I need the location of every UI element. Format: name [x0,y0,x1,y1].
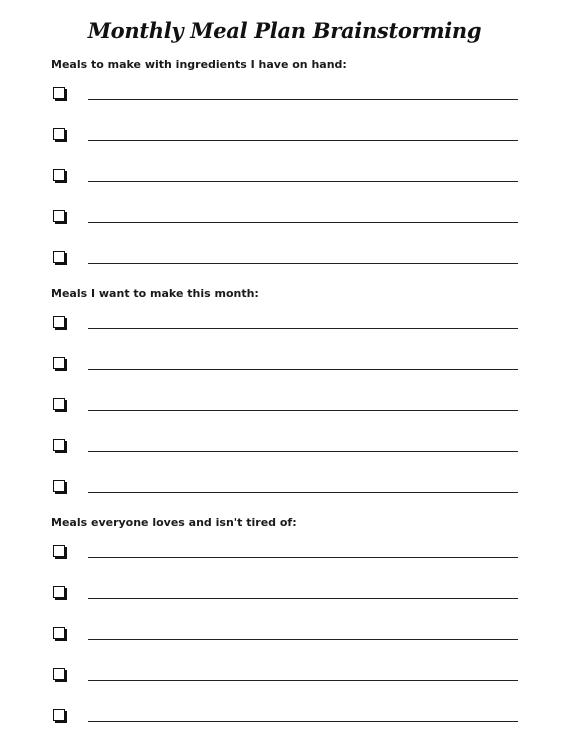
section-heading-everyone-loves: Meals everyone loves and isn't tired of: [51,516,297,529]
write-in-line[interactable] [88,721,518,722]
list-item [53,398,518,414]
list-item [53,357,518,373]
list-item [53,439,518,455]
checkbox-icon[interactable] [53,169,65,181]
list-item [53,480,518,496]
list-item [53,709,518,725]
checkbox-icon[interactable] [53,87,65,99]
checkbox-icon[interactable] [53,586,65,598]
checkbox-icon[interactable] [53,316,65,328]
checkbox-icon[interactable] [53,439,65,451]
write-in-line[interactable] [88,140,518,141]
write-in-line[interactable] [88,598,518,599]
checkbox-icon[interactable] [53,627,65,639]
write-in-line[interactable] [88,263,518,264]
write-in-line[interactable] [88,222,518,223]
list-item [53,87,518,103]
list-item [53,169,518,185]
write-in-line[interactable] [88,451,518,452]
write-in-line[interactable] [88,181,518,182]
list-item [53,251,518,267]
checkbox-icon[interactable] [53,398,65,410]
write-in-line[interactable] [88,410,518,411]
checkbox-icon[interactable] [53,545,65,557]
checkbox-icon[interactable] [53,128,65,140]
list-item [53,210,518,226]
write-in-line[interactable] [88,557,518,558]
write-in-line[interactable] [88,680,518,681]
checkbox-icon[interactable] [53,357,65,369]
checkbox-icon[interactable] [53,210,65,222]
checkbox-icon[interactable] [53,709,65,721]
write-in-line[interactable] [88,639,518,640]
list-item [53,627,518,643]
list-item [53,316,518,332]
write-in-line[interactable] [88,369,518,370]
section-heading-this-month: Meals I want to make this month: [51,287,259,300]
list-item [53,545,518,561]
section-heading-on-hand: Meals to make with ingredients I have on hand: [51,58,347,71]
list-item [53,586,518,602]
write-in-line[interactable] [88,99,518,100]
checkbox-icon[interactable] [53,480,65,492]
checkbox-icon[interactable] [53,251,65,263]
write-in-line[interactable] [88,492,518,493]
list-item [53,128,518,144]
list-item [53,668,518,684]
write-in-line[interactable] [88,328,518,329]
page-title: Monthly Meal Plan Brainstorming [87,18,482,43]
checkbox-icon[interactable] [53,668,65,680]
